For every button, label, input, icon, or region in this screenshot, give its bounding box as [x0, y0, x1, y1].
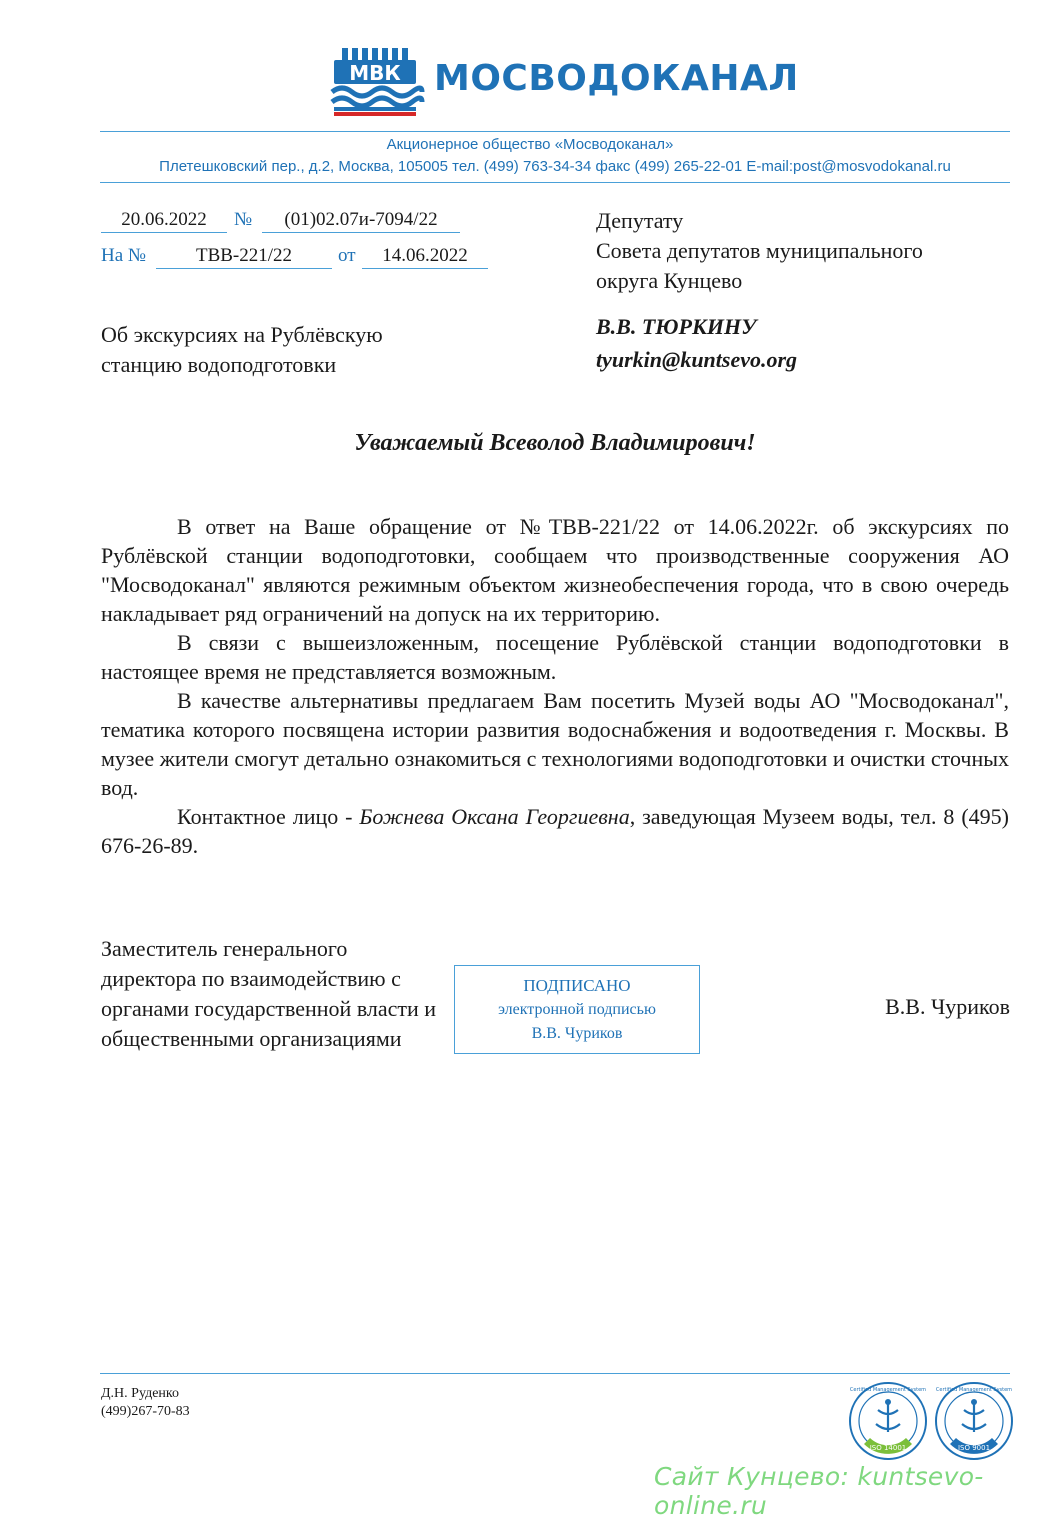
iso-9001-badge — [936, 1383, 1012, 1459]
logo-badge-text: МВК — [349, 61, 401, 85]
letter-body — [101, 512, 1009, 860]
stamp-signed-label: ПОДПИСАНО — [523, 976, 631, 995]
letter-subject: Об экскурсиях на Рублёвскую станцию водоподготовки — [101, 322, 383, 377]
recipient-name: В.В. ТЮРКИНУ — [596, 314, 757, 339]
reference-date: 14.06.2022 — [362, 244, 488, 269]
electronic-signature-stamp — [454, 965, 700, 1054]
body-paragraph-3: В качестве альтернативы предлагаем Вам посетить Музей воды АО "Мосводоканал", тематика которого посвящена истории развития водоснабжения и водоотведения г. Москвы. В музее жители смогут детально ознакомиться с технологиями водоподготовки и очистки сточных вод. — [101, 688, 1009, 800]
header-divider-top — [100, 131, 1010, 132]
signer-name: В.В. Чуриков — [885, 994, 1010, 1019]
reference-from-label: от — [338, 245, 356, 266]
recipient-line-3: округа Кунцево — [596, 268, 743, 293]
reference-label: На № — [101, 245, 147, 266]
cert-1-label: ISO 14001 — [869, 1444, 907, 1452]
number-label: № — [234, 209, 253, 230]
executor-name: Д.Н. Руденко — [101, 1386, 179, 1401]
signer-title: Заместитель генерального директора по взаимодействию с органами государственной власти и общественными организациями — [101, 936, 437, 1051]
executor-info — [101, 1385, 190, 1421]
body-paragraph-4 — [101, 802, 1009, 860]
executor-phone: (499)267-70-83 — [101, 1404, 190, 1419]
header-divider-bottom — [100, 182, 1010, 183]
body-paragraph-1: В ответ на Ваше обращение от №ТВВ-221/22 от 14.06.2022г. об экскурсиях по Рублёвской станции водоподготовки, сообщаем что производственные сооружения АО "Мосводоканал" являются режимным объектом жизнеобеспечения города, что в свою очередь накладывает ряд ограничений на допуск на их территорию. — [101, 514, 1009, 626]
organization-address: Плетешковский пер., д.2, Москва, 105005 тел. (499) 763-34-34 факс (499) 265-22-01 E-mail:post@mosvodokanal.ru — [159, 158, 951, 175]
contact-suffix: , заведующая Музеем воды, тел. 8 (495) 676-26-89. — [101, 804, 1009, 858]
contact-prefix: Контактное лицо - — [177, 804, 360, 829]
cert-2-label: ISO 9001 — [957, 1444, 991, 1452]
certification-badges — [848, 1380, 1014, 1462]
recipient-email: tyurkin@kuntsevo.org — [596, 347, 798, 372]
recipient-line-2: Совета депутатов муниципального — [596, 238, 923, 263]
body-paragraph-2: В связи с вышеизложенным, посещение Рублёвской станции водоподготовки в настоящее время не представляется возможным. — [101, 630, 1009, 684]
letter-greeting: Уважаемый Всеволод Владимирович! — [354, 430, 756, 456]
footer-divider — [100, 1373, 1010, 1374]
iso-14001-badge — [850, 1383, 926, 1459]
outgoing-number: (01)02.07и-7094/22 — [262, 208, 460, 233]
stamp-signer-name: В.В. Чуриков — [531, 1025, 623, 1042]
outgoing-date: 20.06.2022 — [101, 208, 227, 233]
stamp-method-label: электронной подписью — [498, 1001, 656, 1018]
cert-2-ring-text: Certified Management System — [935, 1387, 1013, 1393]
cert-1-ring-text: Certified Management System — [849, 1387, 927, 1393]
reference-number: ТВВ-221/22 — [156, 244, 332, 269]
contact-person: Божнева Оксана Георгиевна — [359, 804, 630, 829]
organization-name: Акционерное общество «Мосводоканал» — [386, 136, 674, 153]
site-watermark: Сайт Кунцево: kuntsevo-online.ru — [654, 1462, 984, 1520]
company-wordmark: МОСВОДОКАНАЛ — [434, 58, 799, 99]
recipient-line-1: Депутату — [596, 208, 684, 233]
